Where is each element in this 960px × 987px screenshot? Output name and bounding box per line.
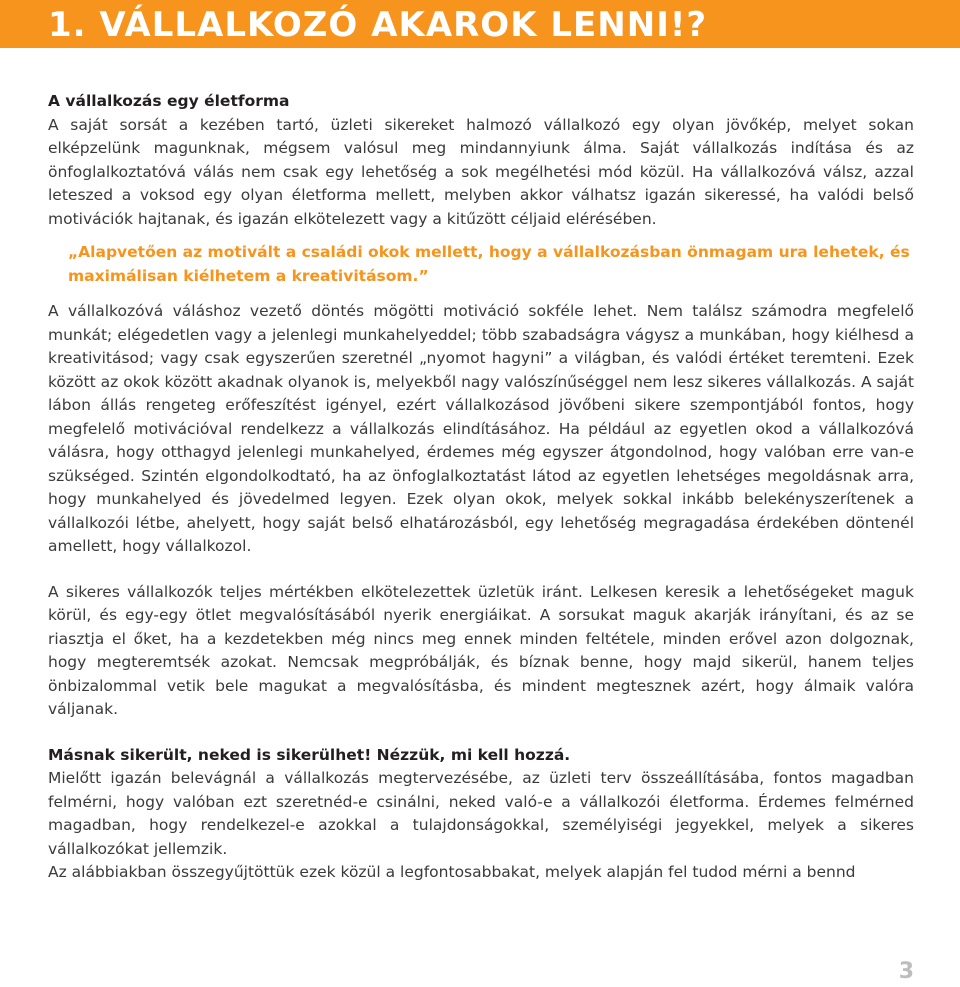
section-heading-you-can-succeed: Másnak sikerült, neked is sikerülhet! Nézzük, mi kell hozzá. bbox=[48, 745, 571, 764]
header-bar bbox=[0, 0, 960, 48]
pull-quote: „Alapvetően az motivált a családi okok mellett, hogy a vállalkozásban önmagam ura lehetek, és maximálisan kiélhetem a kreativitásom.” bbox=[68, 243, 910, 285]
paragraph-motivation: A vállalkozóvá váláshoz vezető döntés mögötti motiváció sokféle lehet. Nem találsz számodra megfelelő munkát; elégedetlen vagy a jelenlegi munkahelyeddel; több szabadságra vágysz a munkában, hogy kiélhesd a kreativitásod; vagy csak egyszerűen szeretnél „nyomot hagyni” a világban, és valódi értéket teremteni. Ezek között az okok között akadnak olyanok is, melyekből nagy valószínűséggel nem lesz sikeres vállalkozás. A saját lábon állás rengeteg erőfeszítést igényel, ezért vállalkozásod jövőbeni sikere szempontjából fontos, hogy megfelelő motivációval rendelkezz a vállalkozás elindításához. Ha például az egyetlen okod a vállalkozóvá válásra, hogy otthagyd jelenlegi munkahelyed, érdemes még egyszer átgondolnod, hogy valóban erre van-e szükséged. Szintén elgondolkodtató, ha az önfoglalkoztatást látod az egyetlen lehetséges megoldásnak arra, hogy munkahelyed és jövedelmed legyen. Ezek olyan okok, melyek sokkal inkább belekényszerítenek a vállalkozói létbe, ahelyett, hogy saját belső elhatározásból, egy lehetőség megragadása érdekében döntenél amellett, hogy vállalkozol. bbox=[48, 302, 914, 555]
paragraph-list-intro: Az alábbiakban összegyűjtöttük ezek közül a legfontosabbakat, melyek alapján fel tudod mérni a bennd bbox=[48, 863, 856, 881]
paragraph-successful-entrepreneurs: A sikeres vállalkozók teljes mértékben elkötelezettek üzletük iránt. Lelkesen keresik a lehetőségeket maguk körül, és egy-egy ötlet megvalósításából nyerik energiáikat. A sorsukat maguk akarják irányítani, és az se riasztja el őket, ha a kezdetekben még nincs meg ennek minden feltétele, minden erővel azon dolgoznak, hogy megteremtsék azokat. Nemcsak megpróbálják, és bíznak benne, hogy majd sikerül, hanem teljes önbizalommal vetik bele magukat a megvalósításba, és mindent megtesznek azért, hogy álmaik valóra váljanak. bbox=[48, 582, 914, 718]
section-heading-lifestyle: A vállalkozás egy életforma bbox=[48, 92, 290, 110]
paragraph-self-assessment: Mielőtt igazán belevágnál a vállalkozás megtervezésébe, az üzleti terv összeállításába, fontos magadban felmérni, hogy valóban ezt szeretnéd-e csinálni, neked való-e a vállalkozói életforma. Érdemes felmérned magadban, hogy rendelkezel-e azokkal a tulajdonságokkal, személyiségi jegyekkel, melyek a sikeres vállalkozókat jellemzik. bbox=[48, 769, 914, 858]
paragraph-intro: A saját sorsát a kezében tartó, üzleti sikereket halmozó vállalkozó egy olyan jövőkép, melyet sokan elképzelünk magunknak, mégsem valósul meg mindannyiunk álma. Saját vállalkozás indítása és az önfoglalkoztatóvá válás nem csak egy lehetőség a sok megélhetési mód közül. Ha vállalkozóvá válsz, azzal leteszed a voksod egy olyan életforma mellett, melyben akkor válhatsz igazán sikeressé, ha valódi belső motivációk hajtanak, és igazán elkötelezett vagy a kitűzött céljaid elérésében. bbox=[48, 115, 914, 228]
document-body bbox=[48, 90, 914, 885]
page-title: 1. VÁLLALKOZÓ AKAROK LENNI!? bbox=[48, 5, 708, 45]
page-number: 3 bbox=[898, 959, 914, 984]
